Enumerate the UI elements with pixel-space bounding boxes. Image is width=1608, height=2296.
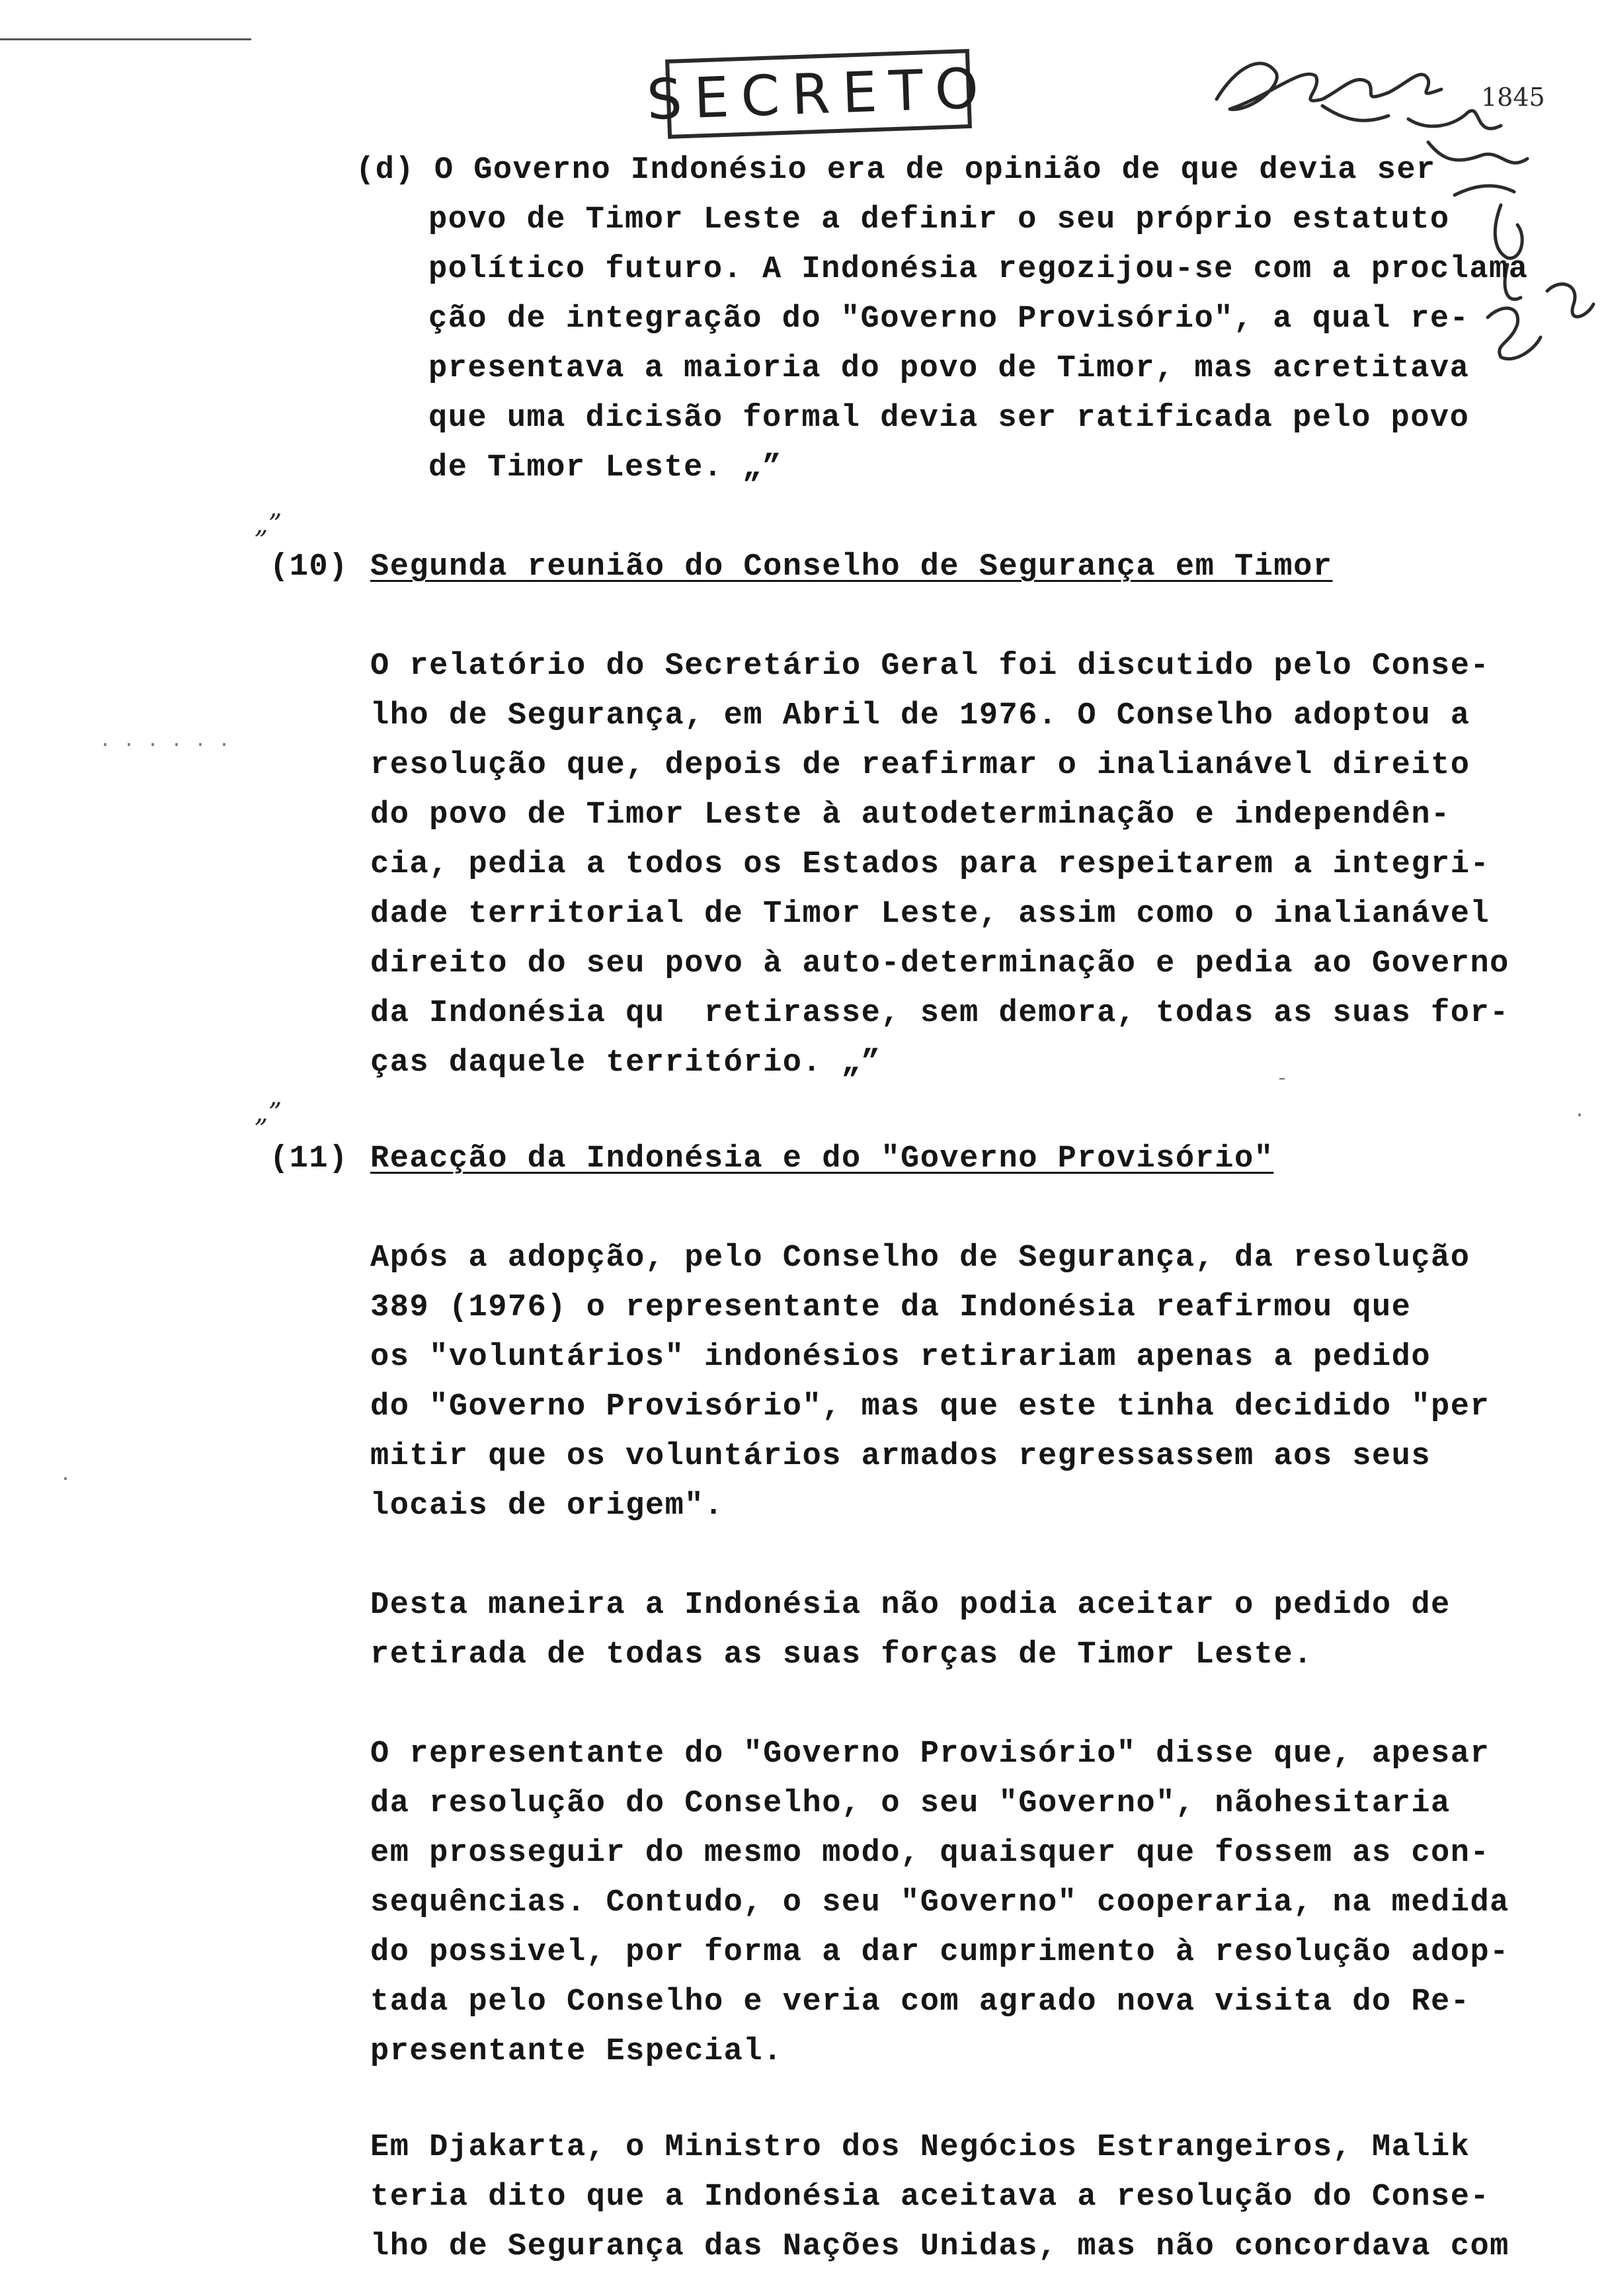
section-11-p3-line-3: em prosseguir do mesmo modo, quaisquer que fossem as con- bbox=[370, 1836, 1490, 1871]
section-d-line-7: de Timor Leste. „” bbox=[428, 450, 782, 485]
section-11-p3-line-2: da resolução do Conselho, o seu "Governo", nãohesitaria bbox=[370, 1786, 1451, 1821]
section-11-p1-line-5: mitir que os voluntários armados regressassem aos seus bbox=[370, 1439, 1431, 1474]
section-11-p2-line-1: Desta maneira a Indonésia não podia aceitar o pedido de bbox=[370, 1588, 1451, 1623]
section-10-line-8: da Indonésia qu retirasse, sem demora, todas as suas for- bbox=[370, 996, 1509, 1031]
section-d-line-1: (d) O Governo Indonésio era de opinião de que devia ser bbox=[356, 153, 1436, 188]
scan-speck: - bbox=[1276, 1068, 1289, 1090]
section-10-line-2: lho de Segurança, em Abril de 1976. O Conselho adoptou a bbox=[370, 698, 1470, 733]
section-11-heading: Reacção da Indonésia e do "Governo Provisório" bbox=[370, 1141, 1274, 1176]
section-11-p4-line-3: lho de Segurança das Nações Unidas, mas não concordava com bbox=[370, 2229, 1509, 2264]
section-10-number: (10) bbox=[270, 550, 348, 585]
section-11-p4-line-1: Em Djakarta, o Ministro dos Negócios Estrangeiros, Malik bbox=[370, 2130, 1470, 2165]
section-d-line-6: que uma dicisão formal devia ser ratificada pelo povo bbox=[428, 401, 1470, 436]
section-11-p1-line-4: do "Governo Provisório", mas que este tinha decidido "per bbox=[370, 1389, 1490, 1424]
section-11-p3-line-7: presentante Especial. bbox=[370, 2034, 783, 2069]
section-10-line-1: O relatório do Secretário Geral foi discutido pelo Conse- bbox=[370, 649, 1490, 684]
section-10-line-6: dade territorial de Timor Leste, assim como o inalianável bbox=[370, 897, 1490, 932]
section-11-p1-line-2: 389 (1976) o representante da Indonésia reafirmou que bbox=[370, 1290, 1412, 1325]
section-11-p4-line-2: teria dito que a Indonésia aceitava a resolução do Conse- bbox=[370, 2180, 1490, 2215]
section-11-number: (11) bbox=[270, 1141, 348, 1176]
section-11-p1-line-1: Após a adopção, pelo Conselho de Segurança, da resolução bbox=[370, 1241, 1470, 1276]
section-d-line-2: povo de Timor Leste a definir o seu próprio estatuto bbox=[428, 202, 1450, 237]
scan-speck: · bbox=[1574, 1104, 1586, 1127]
section-10-line-5: cia, pedia a todos os Estados para respeitarem a integri- bbox=[370, 847, 1490, 882]
archive-number: 1845 bbox=[1481, 83, 1545, 112]
section-11-mark: „” bbox=[255, 1098, 282, 1128]
section-10-line-3: resolução que, depois de reafirmar o inalianável direito bbox=[370, 748, 1470, 783]
section-11-p3-line-4: sequências. Contudo, o seu "Governo" cooperaria, na medida bbox=[370, 1885, 1509, 1920]
section-11-p1-line-6: locais de origem". bbox=[370, 1489, 724, 1524]
section-11-p2-line-2: retirada de todas as suas forças de Timor Leste. bbox=[370, 1637, 1313, 1672]
section-11-p1-line-3: os "voluntários" indonésios retirariam apenas a pedido bbox=[370, 1340, 1431, 1375]
section-d-line-5: presentava a maioria do povo de Timor, mas acretitava bbox=[428, 351, 1470, 386]
scan-speck: · bbox=[60, 1468, 72, 1491]
section-10-mark: „” bbox=[255, 509, 282, 540]
section-d-line-4: ção de integração do "Governo Provisório", a qual re- bbox=[428, 302, 1470, 337]
secreto-stamp: SECRETO bbox=[665, 49, 972, 139]
top-edge-rule bbox=[0, 38, 251, 40]
section-11-p3-line-1: O representante do "Governo Provisório" disse que, apesar bbox=[370, 1737, 1490, 1772]
section-11-p3-line-5: do possivel, por forma a dar cumprimento à resolução adop- bbox=[370, 1935, 1509, 1970]
section-11-p3-line-6: tada pelo Conselho e veria com agrado nova visita do Re- bbox=[370, 1985, 1470, 2020]
section-10-line-4: do povo de Timor Leste à autodeterminação e independên- bbox=[370, 798, 1451, 833]
section-d-line-3: político futuro. A Indonésia regozijou-se com a proclama bbox=[428, 252, 1529, 287]
section-10-heading: Segunda reunião do Conselho de Segurança em Timor bbox=[370, 550, 1333, 585]
section-10-line-9: ças daquele território. „” bbox=[370, 1046, 881, 1081]
section-10-line-7: direito do seu povo à auto-determinação e pedia ao Governo bbox=[370, 946, 1509, 981]
scan-speck: · · · · · · bbox=[99, 734, 231, 757]
